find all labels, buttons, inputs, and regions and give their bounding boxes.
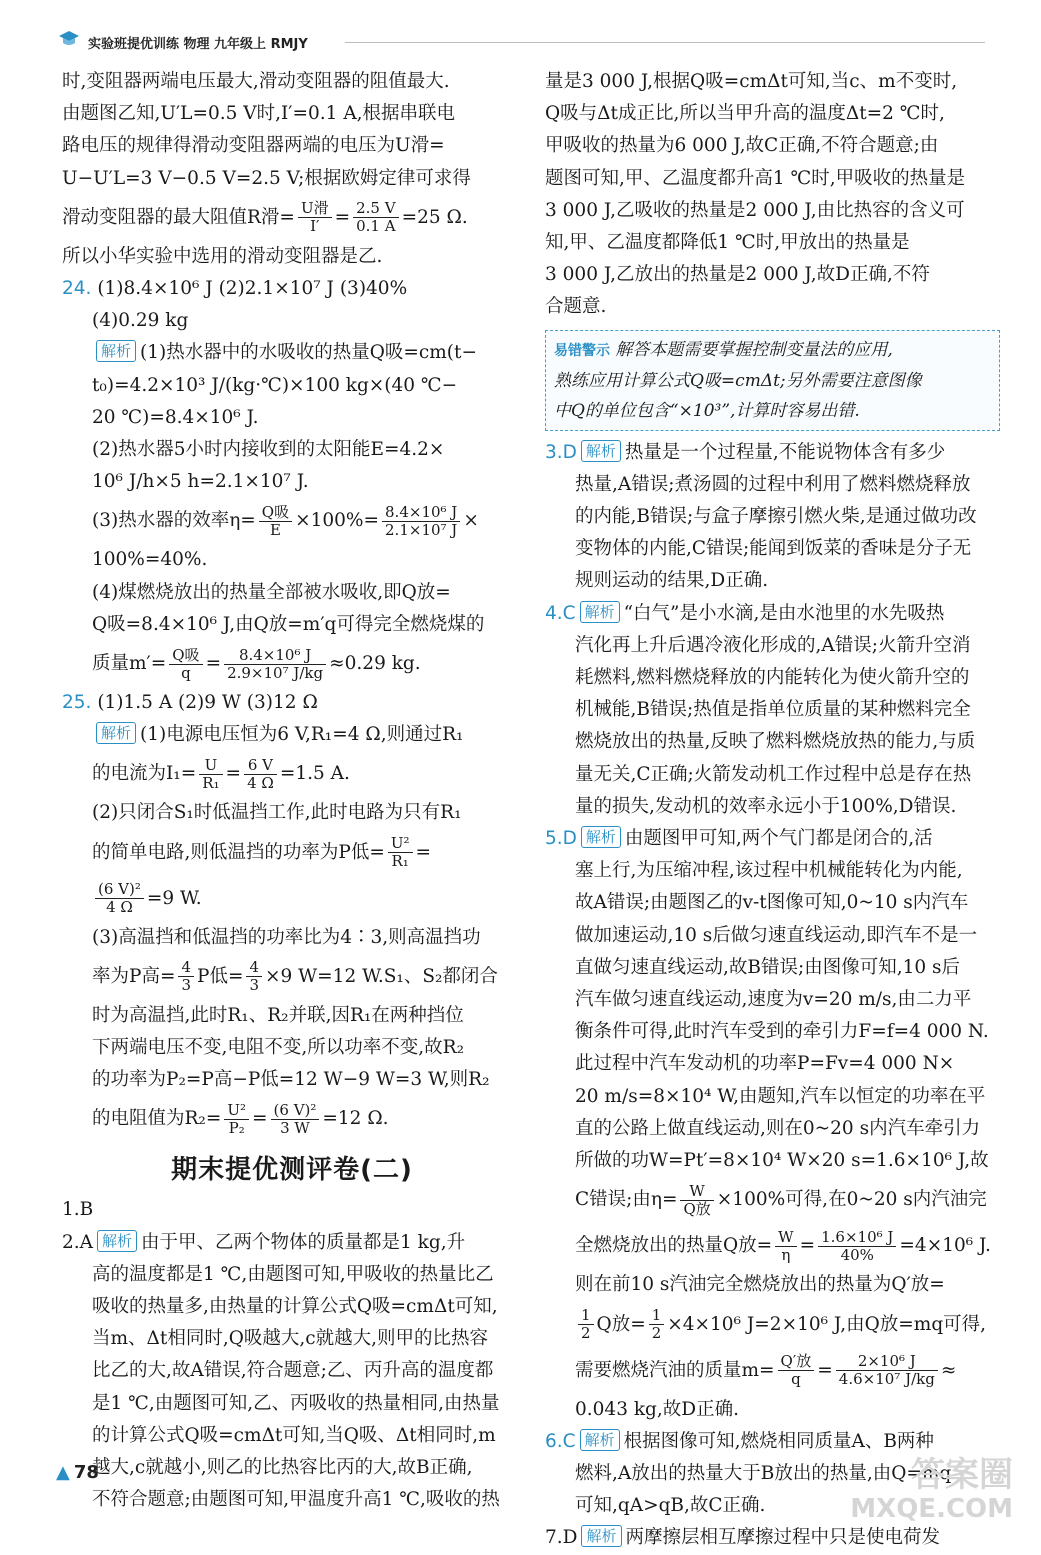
text-line: 当m、Δt相同时,Q吸越大,c就越大,则甲的比热容 bbox=[92, 1328, 489, 1350]
page-footer bbox=[56, 1462, 99, 1483]
text-line: 变物体的内能,C错误;能闻到饭菜的香味是分子无 bbox=[575, 538, 972, 560]
text-line: 20 m/s=8×10⁴ W,由题知,汽车以恒定的功率在平 bbox=[575, 1085, 986, 1107]
text-line: 0.043 kg,故D正确. bbox=[575, 1398, 739, 1420]
tip-title: 易错警示 bbox=[554, 342, 610, 359]
text-line: (2)热水器5小时内接收到的太阳能E=4.2× bbox=[92, 439, 445, 461]
answer-24-part4: (4)0.29 kg bbox=[92, 310, 189, 332]
analysis-tag: 解析 bbox=[581, 826, 621, 848]
text-line: 10⁶ J/h×5 h=2.1×10⁷ J. bbox=[92, 471, 309, 493]
text-line: Q吸与Δt成正比,所以当甲升高的温度Δt=2 ℃时, bbox=[545, 103, 945, 125]
text-line: 汽车做匀速直线运动,速度为v=20 m/s,由二力平 bbox=[575, 989, 972, 1011]
text-line: t₀)=4.2×10³ J/(kg·℃)×100 kg×(40 ℃− bbox=[92, 374, 458, 396]
text-line: 衡条件可得,此时汽车受到的牵引力F=f=4 000 N. bbox=[575, 1021, 989, 1043]
text-line: 的计算公式Q吸=cmΔt可知,当Q吸、Δt相同时,m bbox=[92, 1424, 496, 1446]
text-line: 耗燃料,燃料燃烧释放的内能转化为使火箭升空的 bbox=[575, 667, 970, 689]
warning-tip-box: 易错警示 解答本题需要掌握控制变量法的应用, 熟练应用计算公式Q吸=cmΔt;另外需要注意图像 中Q的单位包含“×10³”,计算时容易出错. bbox=[545, 330, 1000, 431]
section-title: 期末提优测评卷(二) bbox=[171, 1155, 413, 1186]
text-line: 故A错误;由题图乙的v-t图像可知,0~10 s内汽车 bbox=[575, 892, 969, 914]
analysis-tag: 解析 bbox=[581, 440, 621, 462]
text-line: Q吸=8.4×10⁶ J,由Q放=m′q可得完全燃烧煤的 bbox=[92, 613, 485, 635]
page-number: 78 bbox=[73, 1462, 99, 1483]
text-line: 时,变阻器两端电压最大,滑动变阻器的阻值最大. bbox=[62, 71, 450, 92]
text-line: 时为高温挡,此时R₁、R₂并联,因R₁在两种挡位 bbox=[92, 1004, 464, 1026]
answer-5: 5.D 解析 由题图甲可知,两个气门都是闭合的,活 bbox=[545, 828, 933, 850]
text-line: 燃料,A放出的热量大于B放出的热量,由Q=mq bbox=[575, 1462, 952, 1484]
text-line: (2)只闭合S₁时低温挡工作,此时电路为只有R₁ bbox=[92, 802, 462, 824]
up-arrow-icon: ▲ bbox=[56, 1462, 70, 1483]
text-line: 比乙的大,故A错误,符合题意;乙、丙升高的温度都 bbox=[92, 1360, 494, 1382]
fraction: $\frac{W}{\eta}$ bbox=[775, 1229, 796, 1264]
formula-line: 需要燃烧汽油的质量m= $\frac{\text{Q′放}}{q}$ = $\frac{\text{2×10⁶ J}}{\text{4.6×10⁷ J/kg}}$ ≈ bbox=[575, 1352, 957, 1388]
text-line: 甲吸收的热量为6 000 J,故C正确,不符合题意;由 bbox=[545, 135, 939, 157]
fraction: $\frac{\text{Q吸}}{q}$ bbox=[169, 647, 202, 682]
text-line: 路电压的规律得滑动变阻器两端的电压为U滑= bbox=[62, 135, 445, 157]
text-line: (4)煤燃烧放出的热量全部被水吸收,即Q放= bbox=[92, 581, 451, 603]
watermark: 答案圈 MXQE.COM bbox=[850, 1455, 1013, 1524]
text-line: 可知,qA>qB,故C正确. bbox=[575, 1495, 766, 1517]
text-line: 合题意. bbox=[545, 296, 607, 318]
text-line: 不符合题意;由题图可知,甲温度升高1 ℃,吸收的热 bbox=[92, 1489, 500, 1511]
analysis-tag: 解析 bbox=[580, 601, 620, 623]
fraction: $\frac{\text{Q′放}}{q}$ bbox=[778, 1353, 815, 1388]
answer-7: 7.D 解析 两摩擦层相互摩擦过程中只是使电荷发 bbox=[545, 1527, 941, 1549]
text-line: 由题图乙知,U′L=0.5 V时,I′=0.1 A,根据串联电 bbox=[62, 103, 456, 125]
text-line: 汽化再上升后遇冷液化形成的,A错误;火箭升空消 bbox=[575, 634, 971, 656]
fraction: $\frac{2.5 V}{0.1 A}$ bbox=[353, 200, 398, 235]
formula-line: $\frac{\text{(6 V)²}}{4 \Omega}$ =9 W. bbox=[62, 876, 522, 922]
fraction: $\frac{6 V}{4 \Omega}$ bbox=[244, 757, 277, 792]
text-line: 高的温度都是1 ℃,由题图可知,甲吸收的热量比乙 bbox=[92, 1263, 494, 1285]
text-line: 是1 ℃,由题图可知,乙、丙吸收的热量相同,由热量 bbox=[92, 1392, 500, 1414]
fraction: $\frac{\text{8.4×10⁶ J}}{\text{2.1×10⁷ J}}$ bbox=[382, 504, 460, 539]
formula-line: (3)热水器的效率η= $\frac{\text{Q吸}}{E}$ ×100%= $\frac{\text{8.4×10⁶ J}}{\text{2.1×10⁷ J}}$ × bbox=[92, 502, 479, 539]
formula-line: 的简单电路,则低温挡的功率为P低= $\frac{\text{U²}}{\text{R₁}}$ = bbox=[92, 834, 432, 871]
text-line: (3)高温挡和低温挡的功率比为4∶3,则高温挡功 bbox=[92, 926, 481, 948]
text-line: 燃烧放出的热量,反映了燃料燃烧放热的能力,与质 bbox=[575, 731, 976, 753]
text-line: 所以小华实验中选用的滑动变阻器是乙. bbox=[62, 245, 383, 267]
text-line: 中Q的单位包含“×10³”,计算时容易出错. bbox=[554, 400, 860, 421]
header-title: 实验班提优训练 物理 九年级上 RMJY bbox=[88, 37, 308, 52]
text-line: 吸收的热量多,由热量的计算公式Q吸=cmΔt可知, bbox=[92, 1296, 498, 1318]
question-number: 25. bbox=[62, 692, 92, 714]
question-number: 24. bbox=[62, 278, 92, 300]
fraction: $\frac{U}{\text{R₁}}$ bbox=[199, 757, 222, 792]
text-line: 量是3 000 J,根据Q吸=cmΔt可知,当c、m不变时, bbox=[545, 71, 958, 92]
analysis-tag: 解析 bbox=[580, 1429, 620, 1451]
fraction: $\frac{\text{U²}}{\text{P₂}}$ bbox=[224, 1102, 249, 1137]
text-line: 量的损失,发动机的效率永远小于100%,D错误. bbox=[575, 795, 957, 817]
header-rule bbox=[345, 42, 985, 43]
formula-line: $\frac{1}{2}$ Q放= $\frac{1}{2}$ ×4×10⁶ J=2×10⁶ J,由Q放=mq可得, bbox=[545, 1302, 1000, 1348]
answer-24: 24. (1)8.4×10⁶ J (2)2.1×10⁷ J (3)40% bbox=[62, 278, 408, 300]
left-column bbox=[62, 66, 522, 1517]
answer-1: 1.B bbox=[62, 1199, 94, 1221]
analysis-24: 解析 (1)热水器中的水吸收的热量Q吸=cm(t− bbox=[62, 337, 522, 369]
text-line: 下两端电压不变,电阻不变,所以功率不变,故R₂ bbox=[92, 1037, 464, 1059]
text-line: 100%=40%. bbox=[92, 549, 208, 571]
fraction: $\frac{4}{3}$ bbox=[178, 959, 194, 994]
text-line: 越大,c就越小,则乙的比热容比丙的大,故B正确, bbox=[92, 1457, 473, 1479]
fraction: $\frac{\text{(6 V)²}}{3 W}$ bbox=[271, 1102, 320, 1137]
text-line: 直的公路上做直线运动,则在0~20 s内汽车牵引力 bbox=[575, 1117, 981, 1139]
answer-3: 3.D 解析 热量是一个过程量,不能说物体含有多少 bbox=[545, 441, 946, 463]
fraction: $\frac{4}{3}$ bbox=[246, 959, 262, 994]
fraction: $\frac{\text{(6 V)²}}{4 \Omega}$ bbox=[95, 881, 144, 916]
fraction: $\frac{\text{Q吸}}{E}$ bbox=[259, 504, 292, 539]
fraction: $\frac{\text{1.6×10⁶ J}}{40\%}$ bbox=[818, 1229, 896, 1264]
analysis-25: 解析 (1)电源电压恒为6 V,R₁=4 Ω,则通过R₁ bbox=[62, 719, 522, 751]
formula-line: 的电阻值为R₂= $\frac{\text{U²}}{\text{P₂}}$ = $\frac{\text{(6 V)²}}{3 W}$ =12 Ω. bbox=[92, 1100, 389, 1137]
analysis-tag: 解析 bbox=[581, 1525, 621, 1547]
formula-line: 滑动变阻器的最大阻值R滑= $\frac{\text{U滑}}{I'}$ = $\frac{2.5 V}{0.1 A}$ =25 Ω. bbox=[62, 199, 468, 236]
fraction: $\frac{1}{2}$ bbox=[649, 1307, 665, 1342]
text-line: 的内能,B错误;与盒子摩擦引燃火柴,是通过做功改 bbox=[575, 506, 977, 528]
fraction: $\frac{W}{\text{Q放}}$ bbox=[680, 1183, 713, 1218]
text-line: 热量,A错误;煮汤圆的过程中利用了燃料燃烧释放 bbox=[575, 473, 971, 495]
text-line: 塞上行,为压缩冲程,该过程中机械能转化为内能, bbox=[575, 860, 963, 882]
text-line: 3 000 J,乙吸收的热量是2 000 J,由比热容的含义可 bbox=[545, 199, 965, 221]
text-line: 则在前10 s汽油完全燃烧放出的热量为Q′放= bbox=[575, 1274, 945, 1296]
book-logo-icon bbox=[58, 30, 80, 48]
text-line: 所做的功W=Pt′=8×10⁴ W×20 s=1.6×10⁶ J,故 bbox=[575, 1150, 989, 1172]
formula-line: 率为P高= $\frac{4}{3}$ P低= $\frac{4}{3}$ ×9 W=12 W.S₁、S₂都闭合 bbox=[92, 958, 498, 995]
text-line: 直做匀速直线运动,故B错误;由图像可知,10 s后 bbox=[575, 956, 961, 978]
analysis-tag: 解析 bbox=[96, 722, 136, 744]
fraction: $\frac{\text{2×10⁶ J}}{\text{4.6×10⁷ J/kg}}$ bbox=[836, 1353, 938, 1388]
answer-6: 6.C 解析 根据图像可知,燃烧相同质量A、B两种 bbox=[545, 1430, 934, 1452]
answer-25: 25. (1)1.5 A (2)9 W (3)12 Ω bbox=[62, 692, 318, 714]
answer-2: 2.A 解析 由于甲、乙两个物体的质量都是1 kg,升 bbox=[62, 1231, 466, 1253]
text-line: 题图可知,甲、乙温度都升高1 ℃时,甲吸收的热量是 bbox=[545, 167, 966, 189]
text-line: 规则运动的结果,D正确. bbox=[575, 570, 769, 592]
page-header bbox=[0, 0, 1041, 58]
formula-line: 质量m′= $\frac{\text{Q吸}}{q}$ = $\frac{\text{8.4×10⁶ J}}{\text{2.9×10⁷ J/kg}}$ ≈0.29 kg. bbox=[92, 645, 421, 682]
text-line: 20 ℃)=8.4×10⁶ J. bbox=[92, 406, 259, 428]
answer-4: 4.C 解析 “白气”是小水滴,是由水池里的水先吸热 bbox=[545, 602, 945, 624]
formula-line: C错误;由η= $\frac{W}{\text{Q放}}$ ×100%可得,在0~20 s内汽油完 bbox=[575, 1181, 987, 1218]
analysis-tag: 解析 bbox=[96, 340, 136, 362]
fraction: $\frac{\text{U滑}}{I'}$ bbox=[298, 200, 332, 235]
text-line: 此过程中汽车发动机的功率P=Fv=4 000 N× bbox=[575, 1053, 955, 1075]
fraction: $\frac{\text{U²}}{\text{R₁}}$ bbox=[388, 835, 413, 870]
text-line: U−U′L=3 V−0.5 V=2.5 V;根据欧姆定律可求得 bbox=[62, 167, 471, 189]
formula-line: 的电流为I₁= $\frac{U}{\text{R₁}}$ = $\frac{6 V}{4 \Omega}$ =1.5 A. bbox=[92, 755, 350, 792]
text-line: 熟练应用计算公式Q吸=cmΔt;另外需要注意图像 bbox=[554, 370, 922, 391]
text-line: 3 000 J,乙放出的热量是2 000 J,故D正确,不符 bbox=[545, 264, 930, 286]
analysis-tag: 解析 bbox=[97, 1230, 137, 1252]
text-line: 的功率为P₂=P高−P低=12 W−9 W=3 W,则R₂ bbox=[92, 1069, 490, 1091]
fraction: $\frac{1}{2}$ bbox=[578, 1307, 594, 1342]
right-column bbox=[545, 66, 1000, 1555]
fraction: $\frac{\text{8.4×10⁶ J}}{\text{2.9×10⁷ J/kg}}$ bbox=[224, 647, 326, 682]
text-line: 机械能,B错误;热值是指单位质量的某种燃料完全 bbox=[575, 699, 971, 721]
text-line: 知,甲、乙温度都降低1 ℃时,甲放出的热量是 bbox=[545, 232, 910, 254]
text-line: 做加速运动,10 s后做匀速直线运动,即汽车不是一 bbox=[575, 924, 978, 946]
formula-line: 全燃烧放出的热量Q放= $\frac{W}{\eta}$ = $\frac{\text{1.6×10⁶ J}}{40\%}$ =4×10⁶ J. bbox=[575, 1227, 991, 1264]
text-line: 量无关,C正确;火箭发动机工作过程中总是存在热 bbox=[575, 763, 972, 785]
